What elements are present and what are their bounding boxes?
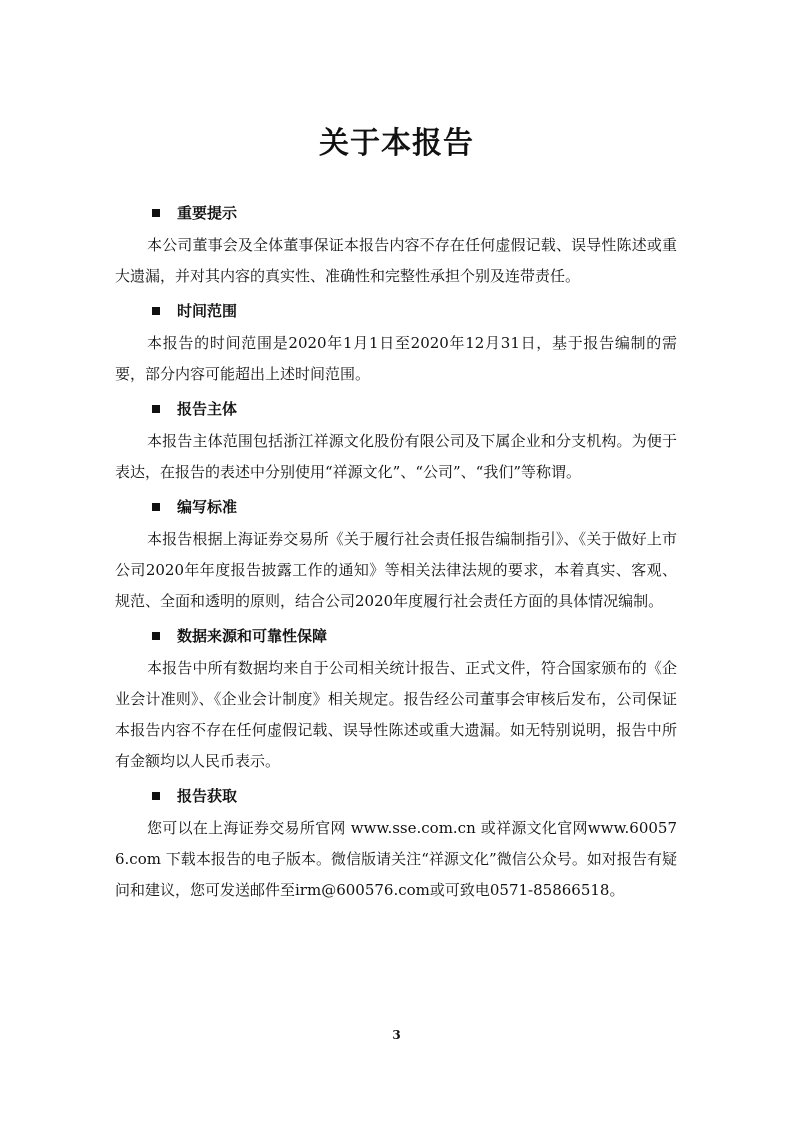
section-heading-text: 报告主体 [177,400,238,418]
section-report-subject [115,394,677,488]
section-data-source [115,621,677,777]
square-bullet-icon [152,307,160,315]
section-body: 本报告根据上海证券交易所《关于履行社会责任报告编制指引》、《关于做好上市公司2020年年度报告披露工作的通知》等相关法律法规的要求，本着真实、客观、规范、全面和透明的原则，结合公司2020年度履行社会责任方面的具体情况编制。 [115,530,677,610]
section-heading [115,492,677,522]
report-content [115,198,677,910]
square-bullet-icon [152,632,160,640]
section-heading-text: 时间范围 [177,302,238,320]
section-body: 本报告的时间范围是2020年1月1日至2020年12月31日，基于报告编制的需要，部分内容可能超出上述时间范围。 [115,334,677,383]
page-number: 3 [392,1028,401,1042]
section-heading-text: 重要提示 [177,204,238,222]
square-bullet-icon [152,405,160,413]
section-heading-text: 数据来源和可靠性保障 [177,627,328,645]
section-body: 本公司董事会及全体董事保证本报告内容不存在任何虚假记载、误导性陈述或重大遗漏，并对其内容的真实性、准确性和完整性承担个别及连带责任。 [115,236,677,285]
section-body: 本报告中所有数据均来自于公司相关统计报告、正式文件，符合国家颁布的《企业会计准则》、《企业会计制度》相关规定。报告经公司董事会审核后发布，公司保证本报告内容不存在任何虚假记载、误导性陈述或重大遗漏。如无特别说明，报告中所有金额均以人民币表示。 [115,659,677,770]
section-heading-text: 报告获取 [177,787,238,805]
section-writing-standard [115,492,677,617]
section-important-notice [115,198,677,292]
section-body: 您可以在上海证券交易所官网 www.sse.com.cn 或祥源文化官网www.600576.com 下载本报告的电子版本。微信版请关注“祥源文化”微信公众号。如对报告有疑问和建议，您可发送邮件至irm@600576.com或可致电0571-85866518。 [115,819,677,899]
square-bullet-icon [152,792,160,800]
square-bullet-icon [152,503,160,511]
page-title: 关于本报告 [319,126,474,161]
section-heading [115,781,677,811]
section-report-access [115,781,677,906]
section-heading [115,296,677,326]
section-body: 本报告主体范围包括浙江祥源文化股份有限公司及下属企业和分支机构。为便于表达，在报告的表述中分别使用“祥源文化”、“公司”、“我们”等称谓。 [115,432,677,481]
square-bullet-icon [152,209,160,217]
section-heading [115,198,677,228]
section-heading-text: 编写标准 [177,498,238,516]
section-time-range [115,296,677,390]
section-heading [115,394,677,424]
section-heading [115,621,677,651]
